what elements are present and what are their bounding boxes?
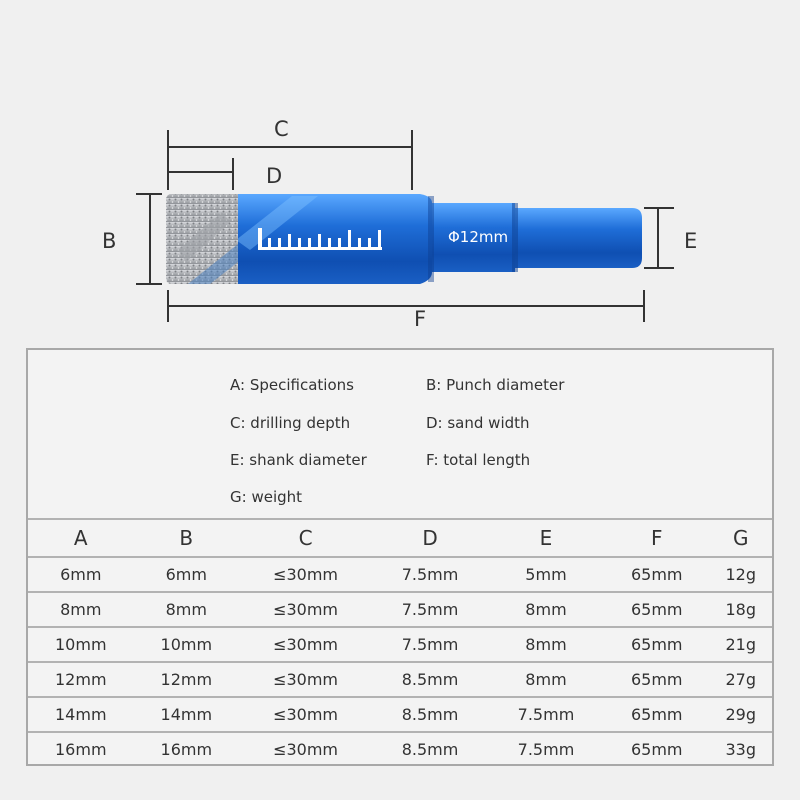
table-cell: 33g — [709, 732, 772, 766]
legend-item-e: E: shank diameter — [230, 451, 367, 469]
table-cell: 16mm — [134, 732, 240, 766]
table-cell: 16mm — [28, 732, 134, 766]
table-cell: 12g — [709, 557, 772, 592]
table-cell: 8mm — [134, 592, 240, 627]
table-cell: ≤30mm — [239, 592, 372, 627]
table-cell: 8.5mm — [372, 697, 488, 732]
specification-box — [26, 348, 774, 766]
table-cell: 7.5mm — [488, 697, 604, 732]
table-cell: 8mm — [488, 592, 604, 627]
table-row — [28, 557, 772, 592]
table-cell: 10mm — [134, 627, 240, 662]
table-cell: ≤30mm — [239, 697, 372, 732]
legend-item-c: C: drilling depth — [230, 414, 351, 432]
table-cell: 7.5mm — [372, 557, 488, 592]
legend-item-g: G: weight — [230, 488, 303, 506]
legend — [230, 372, 750, 522]
table-cell: 29g — [709, 697, 772, 732]
table-cell: 65mm — [604, 627, 710, 662]
table-cell: ≤30mm — [239, 662, 372, 697]
table-cell: 8mm — [488, 627, 604, 662]
table-cell: 7.5mm — [372, 627, 488, 662]
table-cell: 10mm — [28, 627, 134, 662]
table-cell: 65mm — [604, 697, 710, 732]
dimension-label-b: B — [102, 229, 117, 253]
table-cell: ≤30mm — [239, 557, 372, 592]
table-cell: 8mm — [488, 662, 604, 697]
table-cell: 21g — [709, 627, 772, 662]
table-cell: 27g — [709, 662, 772, 697]
column-header: C — [239, 519, 372, 557]
table-cell: 8.5mm — [372, 662, 488, 697]
table-cell: 65mm — [604, 732, 710, 766]
legend-item-a: A: Specifications — [230, 376, 354, 394]
drill-bit — [166, 194, 642, 284]
column-header: F — [604, 519, 710, 557]
table-cell: 6mm — [28, 557, 134, 592]
legend-item-f: F: total length — [426, 451, 531, 469]
column-header: B — [134, 519, 240, 557]
dimension-label-f: F — [414, 307, 427, 331]
table-header-row — [28, 519, 772, 557]
table-cell: 14mm — [134, 697, 240, 732]
column-header: G — [709, 519, 772, 557]
table-cell: 7.5mm — [488, 732, 604, 766]
shank — [515, 208, 642, 268]
table-cell: ≤30mm — [239, 732, 372, 766]
table-cell: 7.5mm — [372, 592, 488, 627]
drill-bit-diagram — [0, 0, 800, 340]
table-row — [28, 732, 772, 766]
dimension-label-d: D — [266, 164, 283, 188]
table-row — [28, 592, 772, 627]
diameter-marking: Φ12mm — [448, 228, 509, 246]
dimension-label-c: C — [274, 117, 289, 141]
column-header: A — [28, 519, 134, 557]
dimension-label-e: E — [684, 229, 698, 253]
table-cell: 65mm — [604, 592, 710, 627]
table-cell: 12mm — [134, 662, 240, 697]
table-cell: 14mm — [28, 697, 134, 732]
table-cell: 65mm — [604, 662, 710, 697]
table-cell: 65mm — [604, 557, 710, 592]
table-cell: ≤30mm — [239, 627, 372, 662]
table-row — [28, 697, 772, 732]
legend-item-d: D: sand width — [426, 414, 530, 432]
specification-table — [28, 518, 772, 766]
table-row — [28, 662, 772, 697]
table-cell: 12mm — [28, 662, 134, 697]
table-cell: 8.5mm — [372, 732, 488, 766]
column-header: D — [372, 519, 488, 557]
table-cell: 5mm — [488, 557, 604, 592]
table-row — [28, 627, 772, 662]
table-cell: 18g — [709, 592, 772, 627]
table-cell: 6mm — [134, 557, 240, 592]
legend-item-b: B: Punch diameter — [426, 376, 565, 394]
table-cell: 8mm — [28, 592, 134, 627]
column-header: E — [488, 519, 604, 557]
